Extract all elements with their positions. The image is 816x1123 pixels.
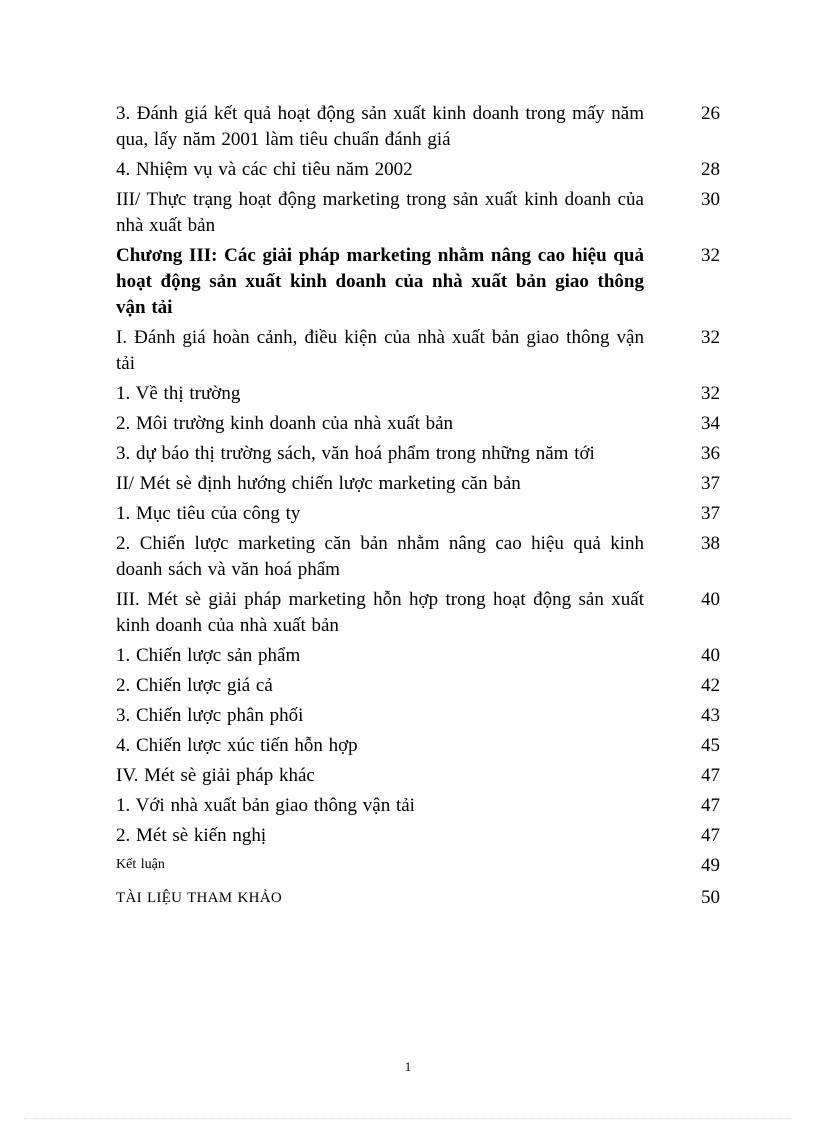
toc-conclusion-page: 49 [701, 855, 720, 876]
toc-entry [116, 643, 720, 669]
toc-chapter-page: 32 [701, 245, 720, 266]
toc-entry-title: 2. Mét sè kiến nghị [116, 825, 267, 846]
toc-references-page: 50 [701, 887, 720, 908]
toc-entry [116, 763, 720, 789]
toc-entry-page: 32 [701, 327, 720, 348]
toc-entry-page: 36 [701, 443, 720, 464]
toc-entry-title: 3. dự báo thị trường sách, văn hoá phẩm trong những năm tới [116, 443, 595, 464]
toc-chapter-title: Chương III: Các giải pháp marketing nhằm nâng cao hiệu quả hoạt động sản xuất kinh doanh của nhà xuất bản giao thông vận tải [116, 245, 644, 318]
toc-chapter-entry [116, 243, 720, 321]
toc-entry-page: 37 [701, 473, 720, 494]
toc-references-entry [116, 885, 720, 911]
toc-entry [116, 411, 720, 437]
toc-entry-title: II/ Mét sè định hướng chiến lược marketing căn bản [116, 473, 521, 494]
toc-entry-page: 43 [701, 705, 720, 726]
toc-entry-page: 38 [701, 533, 720, 554]
toc-entry-title: 2. Chiến lược giá cả [116, 675, 273, 696]
toc-entry-title: 4. Chiến lược xúc tiến hỗn hợp [116, 735, 358, 756]
toc-entry-title: IV. Mét sè giải pháp khác [116, 765, 315, 786]
toc-entry [116, 733, 720, 759]
toc-entry-page: 47 [701, 795, 720, 816]
toc-entry-page: 37 [701, 503, 720, 524]
toc-entry [116, 187, 720, 239]
toc-entry-page: 47 [701, 825, 720, 846]
toc-entry-page: 34 [701, 413, 720, 434]
toc-entry [116, 587, 720, 639]
toc-entry [116, 441, 720, 467]
toc-entry [116, 325, 720, 377]
toc-entry-title: I. Đánh giá hoàn cảnh, điều kiện của nhà xuất bản giao thông vận tải [116, 327, 644, 374]
toc-entry-page: 26 [701, 103, 720, 124]
toc-entry [116, 673, 720, 699]
toc-conclusion-title: Kết luận [116, 857, 165, 872]
toc-entry-title: 2. Chiến lược marketing căn bản nhằm nâng cao hiệu quả kinh doanh sách và văn hoá phẩm [116, 533, 644, 580]
toc-entry-page: 32 [701, 383, 720, 404]
table-of-contents [116, 101, 720, 915]
toc-entry [116, 471, 720, 497]
toc-entry [116, 703, 720, 729]
toc-entry-title: 1. Với nhà xuất bản giao thông vận tải [116, 795, 415, 816]
toc-entry-title: 1. Chiến lược sản phẩm [116, 645, 301, 666]
toc-entry-page: 30 [701, 189, 720, 210]
toc-entry [116, 501, 720, 527]
toc-entry-page: 47 [701, 765, 720, 786]
toc-entry-page: 45 [701, 735, 720, 756]
toc-entry-title: 4. Nhiệm vụ và các chỉ tiêu năm 2002 [116, 159, 413, 180]
toc-entry [116, 793, 720, 819]
toc-entry [116, 101, 720, 153]
toc-entry-page: 40 [701, 645, 720, 666]
toc-references-title: TÀI LIỆU THAM KHẢO [116, 890, 283, 906]
toc-entry-page: 28 [701, 159, 720, 180]
toc-entry-title: III. Mét sè giải pháp marketing hỗn hợp trong hoạt động sản xuất kinh doanh của nhà xuất bản [116, 589, 644, 636]
toc-entry-title: III/ Thực trạng hoạt động marketing trong sản xuất kinh doanh của nhà xuất bản [116, 189, 644, 236]
page-number: 1 [404, 1059, 412, 1074]
toc-entry-title: 3. Đánh giá kết quả hoạt động sản xuất kinh doanh trong mấy năm qua, lấy năm 2001 làm tiêu chuẩn đánh giá [116, 103, 644, 150]
toc-entry [116, 381, 720, 407]
toc-entry [116, 157, 720, 183]
toc-entry-title: 1. Mục tiêu của công ty [116, 503, 301, 524]
toc-entry-page: 40 [701, 589, 720, 610]
toc-entry-title: 1. Về thị trường [116, 383, 241, 404]
page-bottom-divider [24, 1118, 792, 1119]
toc-entry-page: 42 [701, 675, 720, 696]
toc-entry-title: 2. Môi trường kinh doanh của nhà xuất bản [116, 413, 454, 434]
toc-entry-title: 3. Chiến lược phân phối [116, 705, 304, 726]
toc-conclusion-entry [116, 853, 720, 881]
toc-entry [116, 823, 720, 849]
toc-entry [116, 531, 720, 583]
